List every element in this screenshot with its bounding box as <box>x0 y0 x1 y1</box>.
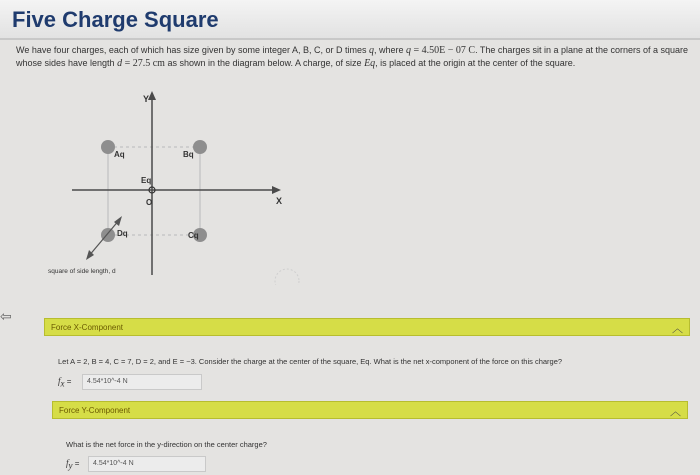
fx-equals: = <box>64 377 72 386</box>
page-title: Five Charge Square <box>12 7 219 32</box>
eq-symbol: Eq <box>364 58 376 69</box>
q-symbol: q <box>369 45 374 56</box>
intro-text-1: We have four charges, each of which has size given by some integer A, B, C, or D times <box>16 45 369 55</box>
problem-statement <box>16 44 692 70</box>
force-x-header-label: Force X-Component <box>51 323 124 332</box>
charge-a-label: Aq <box>114 150 125 159</box>
charge-d-label: Dq <box>117 229 128 238</box>
left-arrow-icon[interactable]: ⇦ <box>0 308 12 324</box>
intro-text-3: . The charges sit in a plane at the corners of a square whose sides have length <box>16 45 689 68</box>
fy-equals: = <box>72 459 80 468</box>
force-y-answer-label <box>66 458 79 471</box>
x-axis-arrowhead <box>272 186 281 194</box>
charge-c-label: Cq <box>188 231 199 240</box>
force-y-header-label: Force Y-Component <box>59 406 131 415</box>
equals-sign: = <box>411 45 422 56</box>
q-value: 4.50E − 07 C <box>421 45 476 56</box>
d-symbol: d <box>117 58 123 69</box>
charge-a-marker <box>101 140 115 154</box>
charge-b-marker <box>193 140 207 154</box>
q-symbol-eq: q <box>406 45 412 56</box>
fy-subscript: y <box>68 460 73 471</box>
charge-b-label: Bq <box>183 150 194 159</box>
chevron-up-icon[interactable]: ︿ <box>670 406 681 418</box>
intro-text-5: , is placed at the origin at the center of the square. <box>375 58 576 68</box>
d-equals: = <box>122 58 133 69</box>
origin-label: O <box>146 198 153 207</box>
chevron-up-icon[interactable]: ︿ <box>672 323 683 335</box>
faint-circle-mark <box>275 269 299 285</box>
force-x-header[interactable] <box>44 318 690 336</box>
y-axis-label: Y <box>143 94 150 104</box>
fy-symbol: f <box>66 458 69 468</box>
charge-square-diagram <box>0 85 330 285</box>
force-y-question: What is the net force in the y-direction on the center charge? <box>66 440 267 449</box>
force-y-header[interactable] <box>52 401 688 419</box>
intro-text-4: as shown in the diagram below. A charge, of size <box>164 58 365 68</box>
force-x-answer-field[interactable]: 4.54*10^-4 N <box>82 374 202 390</box>
force-y-answer-field[interactable]: 4.54*10^-4 N <box>88 456 206 472</box>
side-length-arrow-line <box>88 219 120 257</box>
intro-text-2: , where <box>374 45 407 55</box>
force-x-question: Let A = 2, B = 4, C = 7, D = 2, and E = −3. Consider the charge at the center of the square, Eq. What is the net x-component of the force on this charge? <box>58 357 563 366</box>
x-axis-label: X <box>276 196 283 206</box>
y-axis-arrowhead <box>148 91 156 100</box>
side-length-caption: square of side length, d <box>48 268 116 275</box>
center-charge-label: Eq <box>141 176 152 185</box>
d-value: 27.5 cm <box>132 58 165 69</box>
fx-subscript: x <box>60 378 65 389</box>
fx-symbol: f <box>58 376 61 386</box>
force-x-answer-label <box>58 376 71 389</box>
title-bar <box>0 0 700 40</box>
